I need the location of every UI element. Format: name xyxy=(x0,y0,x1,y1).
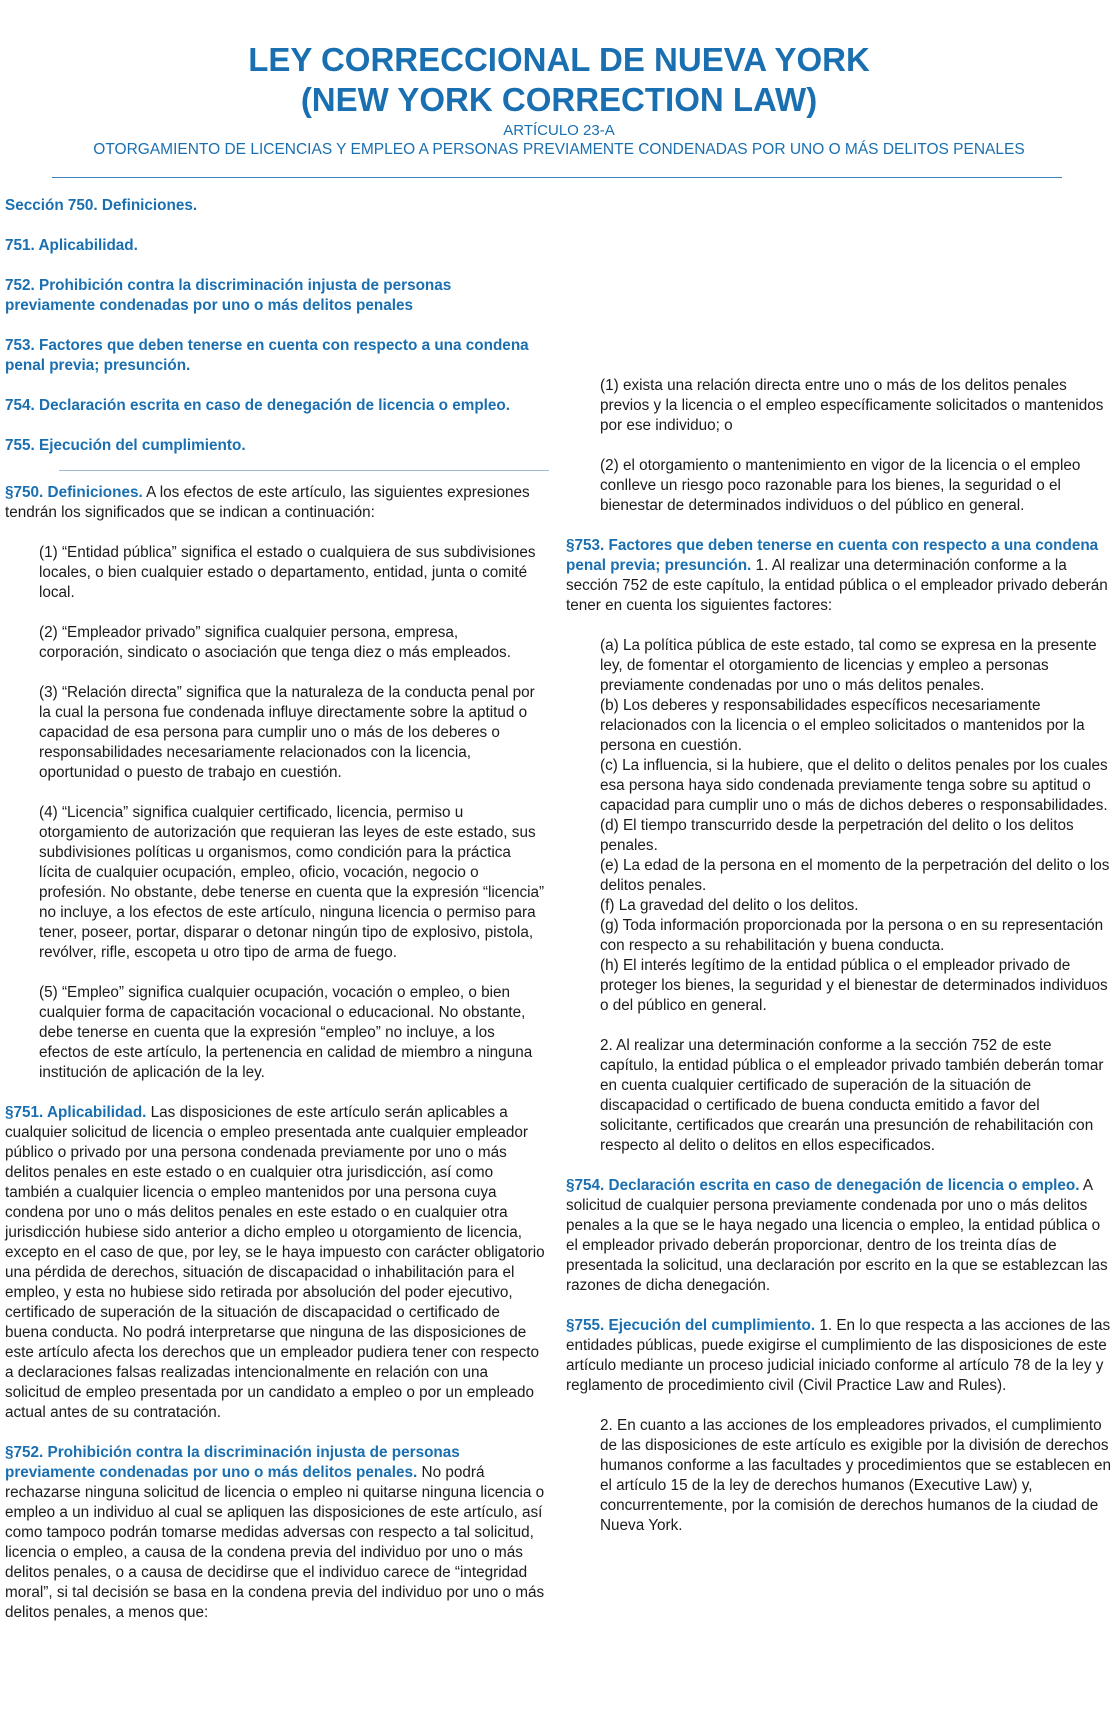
article-label: ARTÍCULO 23-A xyxy=(503,122,615,139)
section-750-def-4: (4) “Licencia” significa cualquier certificado, licencia, permiso u otorgamiento de autorización que requieran las leyes de este estado, sus subdivisiones políticas u organismos, como condición para la práctica lícita de cualquier ocupación, empleo, oficio, vocación, negocio o profesión. No obstante, debe tenerse en cuenta que la expresión “licencia” no incluye, a los efectos de este artículo, ninguna licencia o permiso para tener, poseer, portar, disparar o detonar ningún tipo de explosivo, pistola, revólver, rifle, escopeta u otro tipo de arma de fuego. xyxy=(39,804,545,961)
section-753-factors xyxy=(566,636,1112,1016)
section-750-intro xyxy=(5,483,545,523)
section-750-def-5: (5) “Empleo” significa cualquier ocupación, vocación o empleo, o bien cualquier forma de capacitación vocacional o educacional. No obstante, debe tenerse en cuenta que la expresión “empleo” no incluye, a los efectos de este artículo, la pertenencia en calidad de miembro a ninguna institución de aplicación de la ley. xyxy=(39,984,533,1081)
right-column xyxy=(566,196,1112,1556)
section-752 xyxy=(5,1443,545,1623)
section-751 xyxy=(5,1103,545,1423)
section-750-def-1: (1) “Entidad pública” significa el estado o cualquiera de sus subdivisiones locales, o bien cualquier estado o departamento, entidad, junta o comité local. xyxy=(39,544,536,601)
toc-item-753: 753. Factores que deben tenerse en cuenta con respecto a una condena penal previa; presunción. xyxy=(5,337,529,374)
left-column xyxy=(5,196,545,1643)
factor-a: (a) La política pública de este estado, tal como se expresa en la presente ley, de fomentar el otorgamiento de licencias y empleo a personas previamente condenadas por uno o más delitos penales. xyxy=(600,637,1097,694)
section-750-heading: §750. Definiciones. xyxy=(5,484,143,501)
title-line-2: (NEW YORK CORRECTION LAW) xyxy=(300,81,818,118)
section-755-part-2: 2. En cuanto a las acciones de los empleadores privados, el cumplimiento de las disposiciones de este artículo es exigible por la división de derechos humanos conforme a las facultades y procedimientos que se establecen en el artículo 15 de la ley de derechos humanos (Executive Law) y, concurrentemente, por la comisión de derechos humanos de la ciudad de Nueva York. xyxy=(600,1417,1112,1534)
factor-c: (c) La influencia, si la hubiere, que el delito o delitos penales por los cuales esa persona haya sido condenada previamente tenga sobre su aptitud o capacidad para cumplir uno o más de dichos deberes o responsabilidades. xyxy=(600,757,1108,814)
factor-g: (g) Toda información proporcionada por la persona o en su representación con respecto a su rehabilitación y buena conducta. xyxy=(600,917,1104,954)
toc-item-752: 752. Prohibición contra la discriminación injusta de personas previamente condenadas por uno o más delitos penales xyxy=(5,277,452,314)
document-header xyxy=(0,40,1118,160)
section-750-intro-text: A los efectos de este artículo, las siguientes expresiones tendrán los significados que se indican a continuación: xyxy=(5,484,530,521)
section-752-heading: §752. Prohibición contra la discriminación injusta de personas previamente condenadas por uno o más delitos penales. xyxy=(5,1444,460,1481)
subtitle: OTORGAMIENTO DE LICENCIAS Y EMPLEO A PERSONAS PREVIAMENTE CONDENADAS POR UNO O MÁS DELITOS PENALES xyxy=(93,141,1025,158)
section-755-heading: §755. Ejecución del cumplimiento. xyxy=(566,1317,816,1334)
toc-item-751: 751. Aplicabilidad. xyxy=(5,237,138,254)
section-751-heading: §751. Aplicabilidad. xyxy=(5,1104,147,1121)
factor-d: (d) El tiempo transcurrido desde la perpetración del delito o los delitos penales. xyxy=(600,817,1074,854)
section-753-intro: 1. Al realizar una determinación conforme a la sección 752 de este capítulo, la entidad pública o el empleador privado deberán tener en cuenta los siguientes factores: xyxy=(566,557,1108,614)
toc-item-750: Sección 750. Definiciones. xyxy=(5,197,198,214)
section-751-text: Las disposiciones de este artículo serán aplicables a cualquier solicitud de licencia o empleo presentada ante cualquier empleador público o privado por una persona condenada previamente por uno o más delitos penales en este estado o en cualquier otra jurisdicción, así como también a cualquier licencia o empleo mantenidos por una persona cuya condena por uno o más delitos penales en este estado o en cualquier otra jurisdicción hubiese sido anterior a dicho empleo u otorgamiento de licencia, excepto en el caso de que, por ley, se le haya impuesto con carácter obligatorio una pérdida de derechos, situación de discapacidad o inhabilitación para el empleo, y esta no hubiese sido retirada por absolución del poder ejecutivo, certificado de superación de la situación de discapacidad o certificado de buena conducta. No podrá interpretarse que ninguna de las disposiciones de este artículo afecta los derechos que un empleador pudiera tener con respecto a declaraciones falsas realizadas intencionalmente en relación con una solicitud de empleo presentada por un candidato a empleo o por un empleado actual antes de su contratación. xyxy=(5,1104,545,1421)
factor-h: (h) El interés legítimo de la entidad pública o el empleador privado de proteger los bienes, la seguridad y el bienestar de determinados individuos o del público en general. xyxy=(600,957,1108,1014)
section-754-text: A solicitud de cualquier persona previamente condenada por uno o más delitos penales a la que se le haya negado una licencia o empleo, la entidad pública o el empleador privado deberán proporcionar, dentro de los treinta días de presentada la solicitud, una declaración por escrito en la que se establezcan las razones de dicha denegación. xyxy=(566,1177,1108,1294)
section-754 xyxy=(566,1176,1112,1296)
section-754-heading: §754. Declaración escrita en caso de denegación de licencia o empleo. xyxy=(566,1177,1080,1194)
toc-item-754: 754. Declaración escrita en caso de denegación de licencia o empleo. xyxy=(5,397,511,414)
section-752-text: No podrá rechazarse ninguna solicitud de licencia o empleo ni quitarse ninguna licencia o empleo a un individuo al cual se apliquen las disposiciones de este artículo, así como tampoco podrán tomarse medidas adversas con respecto a tal solicitud, licencia o empleo, a causa de la condena previa del individuo por uno o más delitos penales, o a causa de decidirse que el individuo carece de “integridad moral”, si tal decisión se basa en la condena previa del individuo por uno o más delitos penales, a menos que: xyxy=(5,1464,545,1621)
factor-b: (b) Los deberes y responsabilidades específicos necesariamente relacionados con la licencia o el empleo solicitados o mantenidos por la persona en cuestión. xyxy=(600,697,1085,754)
section-753-part-2: 2. Al realizar una determinación conforme a la sección 752 de este capítulo, la entidad pública o el empleador privado también deberán tomar en cuenta cualquier certificado de superación de la situación de discapacidad o certificado de buena conducta emitido a favor del solicitante, certificados que crearán una presunción de rehabilitación con respecto al delito o delitos en ellos especificados. xyxy=(600,1037,1104,1154)
section-755 xyxy=(566,1316,1112,1396)
toc-divider xyxy=(59,470,549,471)
section-753 xyxy=(566,536,1112,616)
section-752-item-1: (1) exista una relación directa entre uno o más de los delitos penales previos y la licencia o el empleo específicamente solicitados o mantenidos por ese individuo; o xyxy=(600,377,1104,434)
title-line-1: LEY CORRECCIONAL DE NUEVA YORK xyxy=(248,41,870,78)
section-752-item-2: (2) el otorgamiento o mantenimiento en vigor de la licencia o el empleo conlleve un riesgo poco razonable para los bienes, la seguridad o el bienestar de determinados individuos o del público en general. xyxy=(600,457,1081,514)
section-753-heading: §753. Factores que deben tenerse en cuenta con respecto a una condena penal previa; presunción. xyxy=(566,537,1099,574)
section-750-def-2: (2) “Empleador privado” significa cualquier persona, empresa, corporación, sindicato o asociación que tenga diez o más empleados. xyxy=(39,624,511,661)
section-755-part-1: 1. En lo que respecta a las acciones de las entidades públicas, puede exigirse el cumplimiento de las disposiciones de este artículo mediante un proceso judicial iniciado conforme al artículo 78 de la ley y reglamento de procedimiento civil (Civil Practice Law and Rules). xyxy=(566,1317,1111,1394)
header-divider xyxy=(52,177,1062,178)
toc-item-755: 755. Ejecución del cumplimiento. xyxy=(5,437,246,454)
factor-f: (f) La gravedad del delito o los delitos. xyxy=(600,897,859,914)
section-750-def-3: (3) “Relación directa” significa que la naturaleza de la conducta penal por la cual la persona fue condenada influye directamente sobre la aptitud o capacidad de esa persona para cumplir uno o más de los deberes o responsabilidades necesariamente relacionados con la licencia, oportunidad o puesto de trabajo en cuestión. xyxy=(39,684,535,781)
factor-e: (e) La edad de la persona en el momento de la perpetración del delito o los delitos penales. xyxy=(600,857,1110,894)
